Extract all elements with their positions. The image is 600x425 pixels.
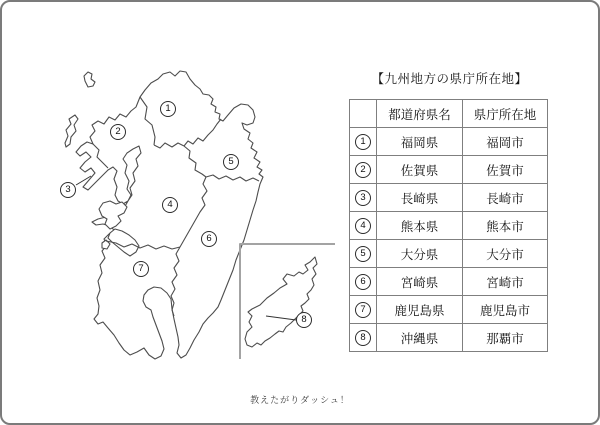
circled-number: 8	[355, 330, 371, 346]
prefecture-cell: 福岡県	[377, 128, 463, 156]
circled-number: 2	[355, 162, 371, 178]
map-marker-8: 8	[296, 312, 312, 328]
capitals-table-body	[350, 128, 548, 352]
row-number-cell	[350, 212, 377, 240]
circled-number: 3	[355, 190, 371, 206]
capital-cell: 佐賀市	[463, 156, 548, 184]
table-row	[350, 184, 548, 212]
row-number-cell	[350, 184, 377, 212]
capital-cell: 鹿児島市	[463, 296, 548, 324]
map-marker-4: 4	[162, 197, 178, 213]
header-number	[350, 100, 377, 128]
header-prefecture: 都道府県名	[377, 100, 463, 128]
map-marker-5: 5	[223, 154, 239, 170]
prefecture-cell: 佐賀県	[377, 156, 463, 184]
header-capital: 県庁所在地	[463, 100, 548, 128]
prefecture-cell: 宮崎県	[377, 268, 463, 296]
map-marker-6: 6	[201, 231, 217, 247]
footer-note: 教えたがりダッシュ！	[250, 395, 350, 405]
circled-number: 7	[355, 302, 371, 318]
table-title: 【九州地方の県庁所在地】	[371, 72, 528, 86]
row-number-cell	[350, 268, 377, 296]
table-row	[350, 240, 548, 268]
map-marker-3: 3	[60, 182, 76, 198]
prefecture-cell: 熊本県	[377, 212, 463, 240]
map-marker-2: 2	[110, 124, 126, 140]
circled-number: 1	[355, 134, 371, 150]
hirado-island	[65, 115, 78, 147]
map-marker-7: 7	[133, 261, 149, 277]
table-row	[350, 296, 548, 324]
capital-cell: 長崎市	[463, 184, 548, 212]
capital-cell: 大分市	[463, 240, 548, 268]
prefecture-cell: 長崎県	[377, 184, 463, 212]
table-row	[350, 156, 548, 184]
row-number-cell	[350, 156, 377, 184]
capital-cell: 那覇市	[463, 324, 548, 352]
map-marker-1: 1	[160, 101, 176, 117]
table-header-row	[350, 100, 548, 128]
prefecture-cell: 大分県	[377, 240, 463, 268]
circled-number: 6	[355, 274, 371, 290]
table-row	[350, 128, 548, 156]
row-number-cell	[350, 240, 377, 268]
circled-number: 5	[355, 246, 371, 262]
circled-number: 4	[355, 218, 371, 234]
capitals-table	[349, 99, 548, 352]
table-row	[350, 212, 548, 240]
table-row	[350, 324, 548, 352]
prefecture-cell: 沖縄県	[377, 324, 463, 352]
iki-island	[84, 72, 95, 87]
table-row	[350, 268, 548, 296]
prefecture-cell: 鹿児島県	[377, 296, 463, 324]
capital-cell: 福岡市	[463, 128, 548, 156]
okinawa-island	[245, 257, 317, 347]
capital-cell: 熊本市	[463, 212, 548, 240]
row-number-cell	[350, 128, 377, 156]
row-number-cell	[350, 296, 377, 324]
capital-cell: 宮崎市	[463, 268, 548, 296]
row-number-cell	[350, 324, 377, 352]
